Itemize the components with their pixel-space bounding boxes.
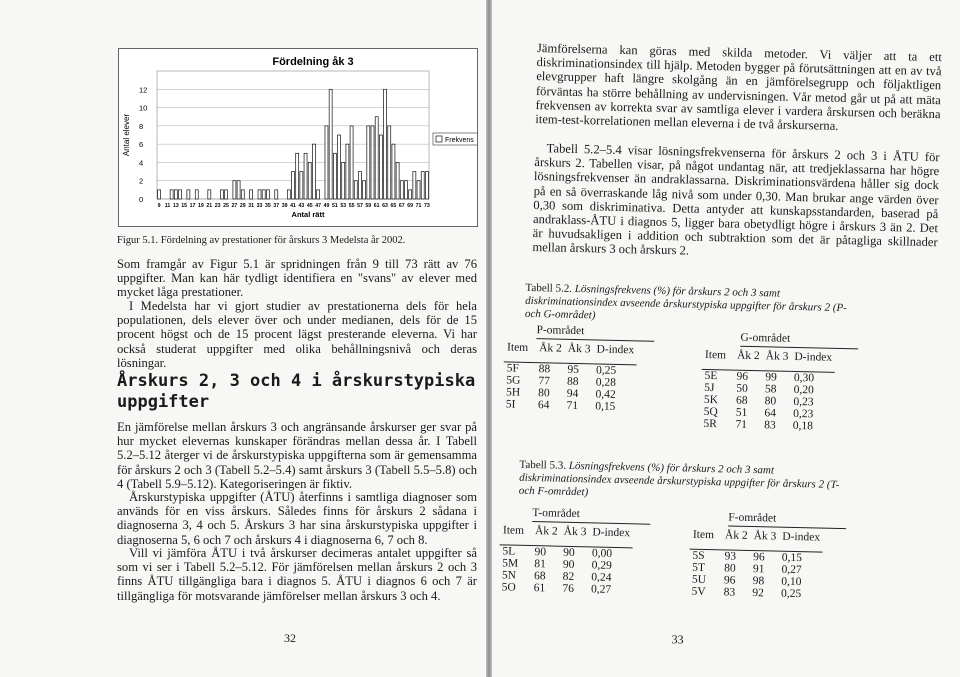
paragraph-2: I Medelsta har vi gjort studier av prestationerna dels för hela populationen, dels elever över och under medianen, dels för de 15 procent högst och de 15 procent lägst presterande eleverna. Vi har också studerat uppgifter med olika behållningsnivå och deras lösningar. xyxy=(117,299,477,370)
table-cell: 5L xyxy=(499,545,531,558)
bar-52 xyxy=(338,135,341,199)
table-g-title: G-området xyxy=(740,332,858,350)
bar-67 xyxy=(400,181,403,199)
table-cell: 5E xyxy=(701,369,733,382)
bar-49 xyxy=(325,126,328,199)
table-cell: 0,25 xyxy=(780,587,802,601)
col-dindex-header: D-index xyxy=(794,350,833,364)
bar-12 xyxy=(170,190,173,199)
x-tick-label: 41 xyxy=(290,203,296,209)
paragraph-3: En jämförelse mellan årskurs 3 och angränsande årskurser ger svar på hur mycket elevernas kunskaper förändras mellan dessa år. I Tabell 5.2–5.12 återger vi de årskurstypiska uppgifterna som är gemensamma för årskurs 2 och 3 (Tabell 5.2–5.4) samt årskurs 3 (Tabell 5.5–5.8) och 4 (Tabell 5.9–5.12). Kategoriseringen är fiktiv. xyxy=(117,420,477,491)
bar-31 xyxy=(250,190,253,199)
table-cell: 0,29 xyxy=(591,559,612,572)
table-cell: 5H xyxy=(505,386,521,399)
bar-37 xyxy=(275,190,278,199)
table-cell: 5I xyxy=(505,398,516,411)
bar-65 xyxy=(392,144,395,199)
bar-72 xyxy=(421,172,424,199)
bar-61 xyxy=(375,117,378,199)
table-cell: 0,15 xyxy=(779,551,823,564)
x-tick-label: 37 xyxy=(273,203,280,209)
legend-label: Frekvens xyxy=(445,137,474,144)
table-cell: 5K xyxy=(703,393,719,407)
x-tick-label: 63 xyxy=(382,203,388,209)
table-cell: 0,15 xyxy=(595,400,616,413)
paragraph-5: Vill vi jämföra ÅTU i två årskurser decimeras antalet uppgifter så som vi ser i Tabell 5.2–5.12. För jämförelsen mellan årskurs 2 och 3 finns ÅTU tillgängliga bara i diagnos 5. ÅTU i diagnos 6 och 7 är tillgängliga för motsvarande jämförelser mellan årskurs 3 och 4. xyxy=(117,546,477,603)
figure-caption: Figur 5.1. Fördelning av prestationer för årskurs 3 Medelsta år 2002. xyxy=(117,235,406,246)
bar-42 xyxy=(296,153,299,199)
table-cell: 98 xyxy=(752,575,765,588)
table-cell: 68 xyxy=(735,394,748,407)
x-tick-label: 17 xyxy=(189,203,196,209)
x-tick-label: 23 xyxy=(214,203,221,209)
table-cell: 71 xyxy=(566,399,579,413)
bar-50 xyxy=(329,89,332,199)
x-tick-label: 31 xyxy=(248,203,255,209)
table-cell: 51 xyxy=(735,406,748,419)
col-ak3-header: Åk 3 xyxy=(765,350,789,363)
table-cell: 5S xyxy=(689,549,721,562)
bar-29 xyxy=(241,190,244,199)
right-paragraph-1: Jämförelserna kan göras med skilda metoder. Vi väljer att ta ett diskriminationsindex till hjälp. Metoden bygger på förutsättningen att en av två elevgrupper haft längre skolgång än en jämförelsegrupp och följaktligen förväntas ha större behållning av undervisningen. Vår metod går ut på att mäta frekvensen av korrekta svar av samtliga elever i vardera årskursen och beräkna item-test-korrelationen mellan eleverna i de två årskurserna. xyxy=(535,41,942,133)
x-tick-label: 61 xyxy=(373,203,380,209)
page-number: 32 xyxy=(284,631,296,645)
bar-62 xyxy=(379,135,382,199)
table-cell: 80 xyxy=(538,387,550,400)
table-row xyxy=(499,581,632,596)
table-g xyxy=(700,349,835,433)
table-cell: 93 xyxy=(721,550,750,563)
table-cell: 5J xyxy=(704,381,715,395)
bar-66 xyxy=(396,162,399,199)
bar-68 xyxy=(404,181,407,199)
table-5-3-label: Tabell 5.3. xyxy=(519,458,569,472)
col-item-header: Item xyxy=(502,524,525,537)
x-tick-label: 13 xyxy=(172,203,179,209)
bar-25 xyxy=(225,190,228,199)
bar-70 xyxy=(413,172,416,199)
x-tick-label: 47 xyxy=(315,203,321,209)
table-cell: 90 xyxy=(560,546,589,559)
table-cell: 0,28 xyxy=(595,376,617,389)
table-cell: 91 xyxy=(752,563,765,576)
x-tick-label: 45 xyxy=(306,203,313,209)
table-cell: 5U xyxy=(691,573,707,587)
bar-43 xyxy=(300,172,303,199)
bar-27 xyxy=(233,181,236,199)
section-heading: Årskurs 2, 3 och 4 i årskurstypiska uppgifter xyxy=(117,371,476,412)
table-cell: 0,27 xyxy=(590,583,612,596)
x-tick-label: 35 xyxy=(265,203,271,209)
col-dindex-header: D-index xyxy=(596,343,635,357)
table-cell: 95 xyxy=(564,363,593,376)
table-cell: 0,00 xyxy=(589,547,633,560)
bar-9 xyxy=(158,190,161,199)
bar-24 xyxy=(220,190,223,199)
col-ak2-header: Åk 2 xyxy=(534,525,558,538)
bar-18 xyxy=(195,190,198,199)
bar-44 xyxy=(304,153,307,199)
col-ak3-header: Åk 3 xyxy=(753,530,777,543)
bar-46 xyxy=(312,144,315,199)
table-cell: 99 xyxy=(762,371,791,384)
x-tick-label: 29 xyxy=(239,203,246,209)
col-dindex-header: D-index xyxy=(782,530,821,544)
table-p-title: P-området xyxy=(536,324,654,342)
bar-47 xyxy=(317,190,320,199)
bar-16 xyxy=(187,190,190,199)
x-tick-label: 43 xyxy=(298,203,305,209)
y-tick-label: 0 xyxy=(139,195,144,204)
table-cell: 0,30 xyxy=(791,371,835,384)
col-ak2-header: Åk 2 xyxy=(539,342,563,355)
table-cell: 0,23 xyxy=(793,395,814,409)
table-cell: 96 xyxy=(750,551,779,564)
table-cell: 0,24 xyxy=(591,571,612,584)
x-tick-label: 71 xyxy=(415,203,422,209)
table-t-area xyxy=(499,506,651,596)
table-row xyxy=(700,418,833,433)
bar-33 xyxy=(258,190,261,199)
x-tick-label: 21 xyxy=(206,203,213,209)
bar-34 xyxy=(262,190,265,199)
table-cell: 77 xyxy=(538,375,551,388)
table-cell: 83 xyxy=(764,419,776,432)
bar-41 xyxy=(292,172,295,199)
table-cell: 50 xyxy=(736,382,748,395)
bar-14 xyxy=(179,190,182,199)
col-dindex-header: D-index xyxy=(592,526,631,540)
bar-73 xyxy=(425,172,428,199)
table-cell: 82 xyxy=(562,570,575,584)
table-cell: 5R xyxy=(703,417,717,431)
x-tick-label: 51 xyxy=(331,203,338,209)
table-p xyxy=(503,341,638,413)
x-tick-label: 11 xyxy=(164,203,171,209)
x-tick-label: 69 xyxy=(407,203,414,209)
table-cell: 0,42 xyxy=(595,388,616,401)
table-cell: 0,25 xyxy=(593,364,637,377)
x-tick-label: 67 xyxy=(398,203,405,209)
right-page-number: 33 xyxy=(671,632,684,647)
col-item-header: Item xyxy=(704,348,727,362)
right-page xyxy=(492,0,960,677)
x-tick-label: 73 xyxy=(424,203,430,209)
table-cell: 90 xyxy=(531,546,560,559)
table-5-2-title: Lösningsfrekvens (%) för årskurs 2 och 3 samt diskriminationsindex avseende årskurstypiska uppgifter för årskurs 2 (P- och G-området) xyxy=(524,282,847,322)
bar-40 xyxy=(287,190,290,199)
table-cell: 92 xyxy=(752,587,765,600)
table-t xyxy=(499,524,634,596)
x-tick-label: 33 xyxy=(256,203,263,209)
bar-71 xyxy=(417,181,420,199)
x-tick-label: 39 xyxy=(281,203,288,209)
x-tick-label: 49 xyxy=(323,203,330,209)
table-cell: 5Q xyxy=(703,405,718,419)
col-ak3-header: Åk 3 xyxy=(567,342,591,356)
x-axis-label: Antal rätt xyxy=(291,210,325,219)
table-cell: 96 xyxy=(733,370,762,383)
table-f xyxy=(688,529,823,601)
table-row xyxy=(503,398,636,413)
bar-28 xyxy=(237,181,240,199)
table-cell: 88 xyxy=(536,363,565,376)
paragraph-1: Som framgår av Figur 5.1 är spridningen från 9 till 73 rätt av 76 uppgifter. Man kan här tydligt identifiera en "svans" av elever med mycket låga prestationer. xyxy=(117,257,477,300)
table-cell: 0,10 xyxy=(781,575,802,589)
bar-64 xyxy=(388,126,391,199)
table-cell: 80 xyxy=(764,395,777,408)
bar-63 xyxy=(384,89,387,199)
bar-54 xyxy=(346,144,349,199)
table-cell: 58 xyxy=(764,383,777,396)
table-cell: 90 xyxy=(562,558,575,572)
col-ak2-header: Åk 2 xyxy=(736,349,760,363)
table-f-title: F-området xyxy=(728,511,846,529)
table-cell: 88 xyxy=(566,375,579,389)
x-tick-label: 53 xyxy=(340,203,347,209)
table-t-title: T-området xyxy=(532,507,650,525)
x-tick-label: 57 xyxy=(357,203,363,209)
x-tick-label: 25 xyxy=(223,203,229,209)
table-cell: 5F xyxy=(504,362,536,375)
bar-69 xyxy=(409,190,412,199)
table-cell: 5N xyxy=(501,569,517,582)
chart-title: Fördelning åk 3 xyxy=(272,56,354,68)
table-cell: 64 xyxy=(764,407,777,420)
bar-35 xyxy=(266,190,269,199)
table-row xyxy=(688,586,821,601)
figure-chart xyxy=(118,48,478,227)
table-cell: 80 xyxy=(724,562,736,575)
table-cell: 83 xyxy=(723,586,736,599)
y-tick-label: 6 xyxy=(139,140,144,150)
bar-60 xyxy=(371,126,374,199)
bar-59 xyxy=(367,126,370,199)
y-tick-label: 8 xyxy=(139,121,144,131)
table-cell: 64 xyxy=(537,399,550,412)
table-cell: 61 xyxy=(533,582,546,595)
bar-55 xyxy=(350,126,353,199)
table-5-3-title: Lösningsfrekvens (%) för årskurs 2 och 3 samt diskriminationsindex avseende årskurstypiska uppgifter för årskurs 2 (T- och F-området) xyxy=(518,459,840,499)
bar-13 xyxy=(174,190,177,199)
table-cell: 71 xyxy=(735,418,748,431)
table-cell: 5V xyxy=(691,585,706,598)
table-5-2-caption xyxy=(525,282,856,328)
table-cell: 76 xyxy=(562,582,575,596)
table-cell: 68 xyxy=(533,570,546,583)
bar-58 xyxy=(363,181,366,199)
col-item-header: Item xyxy=(692,528,715,542)
y-tick-label: 2 xyxy=(139,176,144,186)
y-tick-label: 10 xyxy=(139,103,148,113)
col-ak3-header: Åk 3 xyxy=(563,525,587,539)
x-tick-label: 19 xyxy=(198,203,204,209)
table-5-2-label: Tabell 5.2. xyxy=(525,281,575,295)
y-tick-label: 12 xyxy=(139,85,148,95)
legend-swatch xyxy=(436,136,442,142)
x-tick-label: 55 xyxy=(348,203,355,209)
table-g-area xyxy=(700,331,858,434)
table-cell: 0,18 xyxy=(792,419,814,433)
bar-45 xyxy=(308,162,311,199)
table-cell: 5T xyxy=(692,561,706,574)
table-cell: 0,27 xyxy=(781,563,802,577)
x-tick-label: 15 xyxy=(181,203,188,209)
y-axis-label: Antal elever xyxy=(122,113,131,157)
col-ak2-header: Åk 2 xyxy=(724,529,748,542)
table-cell: 5O xyxy=(501,581,516,594)
table-5-3-caption xyxy=(519,459,850,505)
table-cell: 0,20 xyxy=(793,383,814,397)
table-p-area xyxy=(503,323,655,413)
table-cell: 94 xyxy=(566,387,579,401)
bar-21 xyxy=(208,190,211,199)
table-cell: 0,23 xyxy=(793,407,814,421)
bar-51 xyxy=(333,153,336,199)
col-item-header: Item xyxy=(506,341,529,354)
table-cell: 5G xyxy=(506,374,521,387)
table-cell: 96 xyxy=(723,574,736,587)
x-tick-label: 59 xyxy=(365,203,372,209)
table-cell: 5M xyxy=(502,557,519,570)
table-cell: 81 xyxy=(534,558,546,571)
y-tick-label: 4 xyxy=(139,158,144,168)
x-tick-label: 9 xyxy=(157,203,161,209)
bar-56 xyxy=(354,181,357,199)
right-paragraph-2: Tabell 5.2–5.4 visar lösningsfrekvenserna för årskurs 2 och 3 i ÅTU för årskurs 2. Tabellen visar, på något undantag när, att tredjeklassarna har högre lösningsfrekvenser än andraklassarna. Diskriminationsvärdena håller sig dock på en så överraskande låg nivå som under 0,30. Man brukar ange värden över 0,30 som diskriminativa. Detta antyder att kunskapsstandarden, baserad på andraklass-ÅTU i diagnos 5, ligger bara obetydligt högre i årskurs 3 än 2. Det är huvudsakligen i addition och subtraktion som det är påtagliga skillnader mellan årskurs 3 och årskurs 2. xyxy=(532,141,940,258)
chart-svg xyxy=(119,49,477,226)
x-tick-label: 65 xyxy=(390,203,397,209)
bar-57 xyxy=(358,172,361,199)
paragraph-4: Årskurstypiska uppgifter (ÅTU) återfinns i samtliga diagnoser som används för en viss årskurs. Således finns för årskurs 2 sådana i diagnoserna 3, 4 och 5. Årskurs 3 har sina årskurstypiska uppgifter i diagnoserna 5, 6 och 7 och årskurs 4 i diagnoserna 6, 7 och 8. xyxy=(117,490,477,547)
bar-53 xyxy=(342,162,345,199)
x-tick-label: 27 xyxy=(231,203,238,209)
table-f-area xyxy=(688,511,846,602)
